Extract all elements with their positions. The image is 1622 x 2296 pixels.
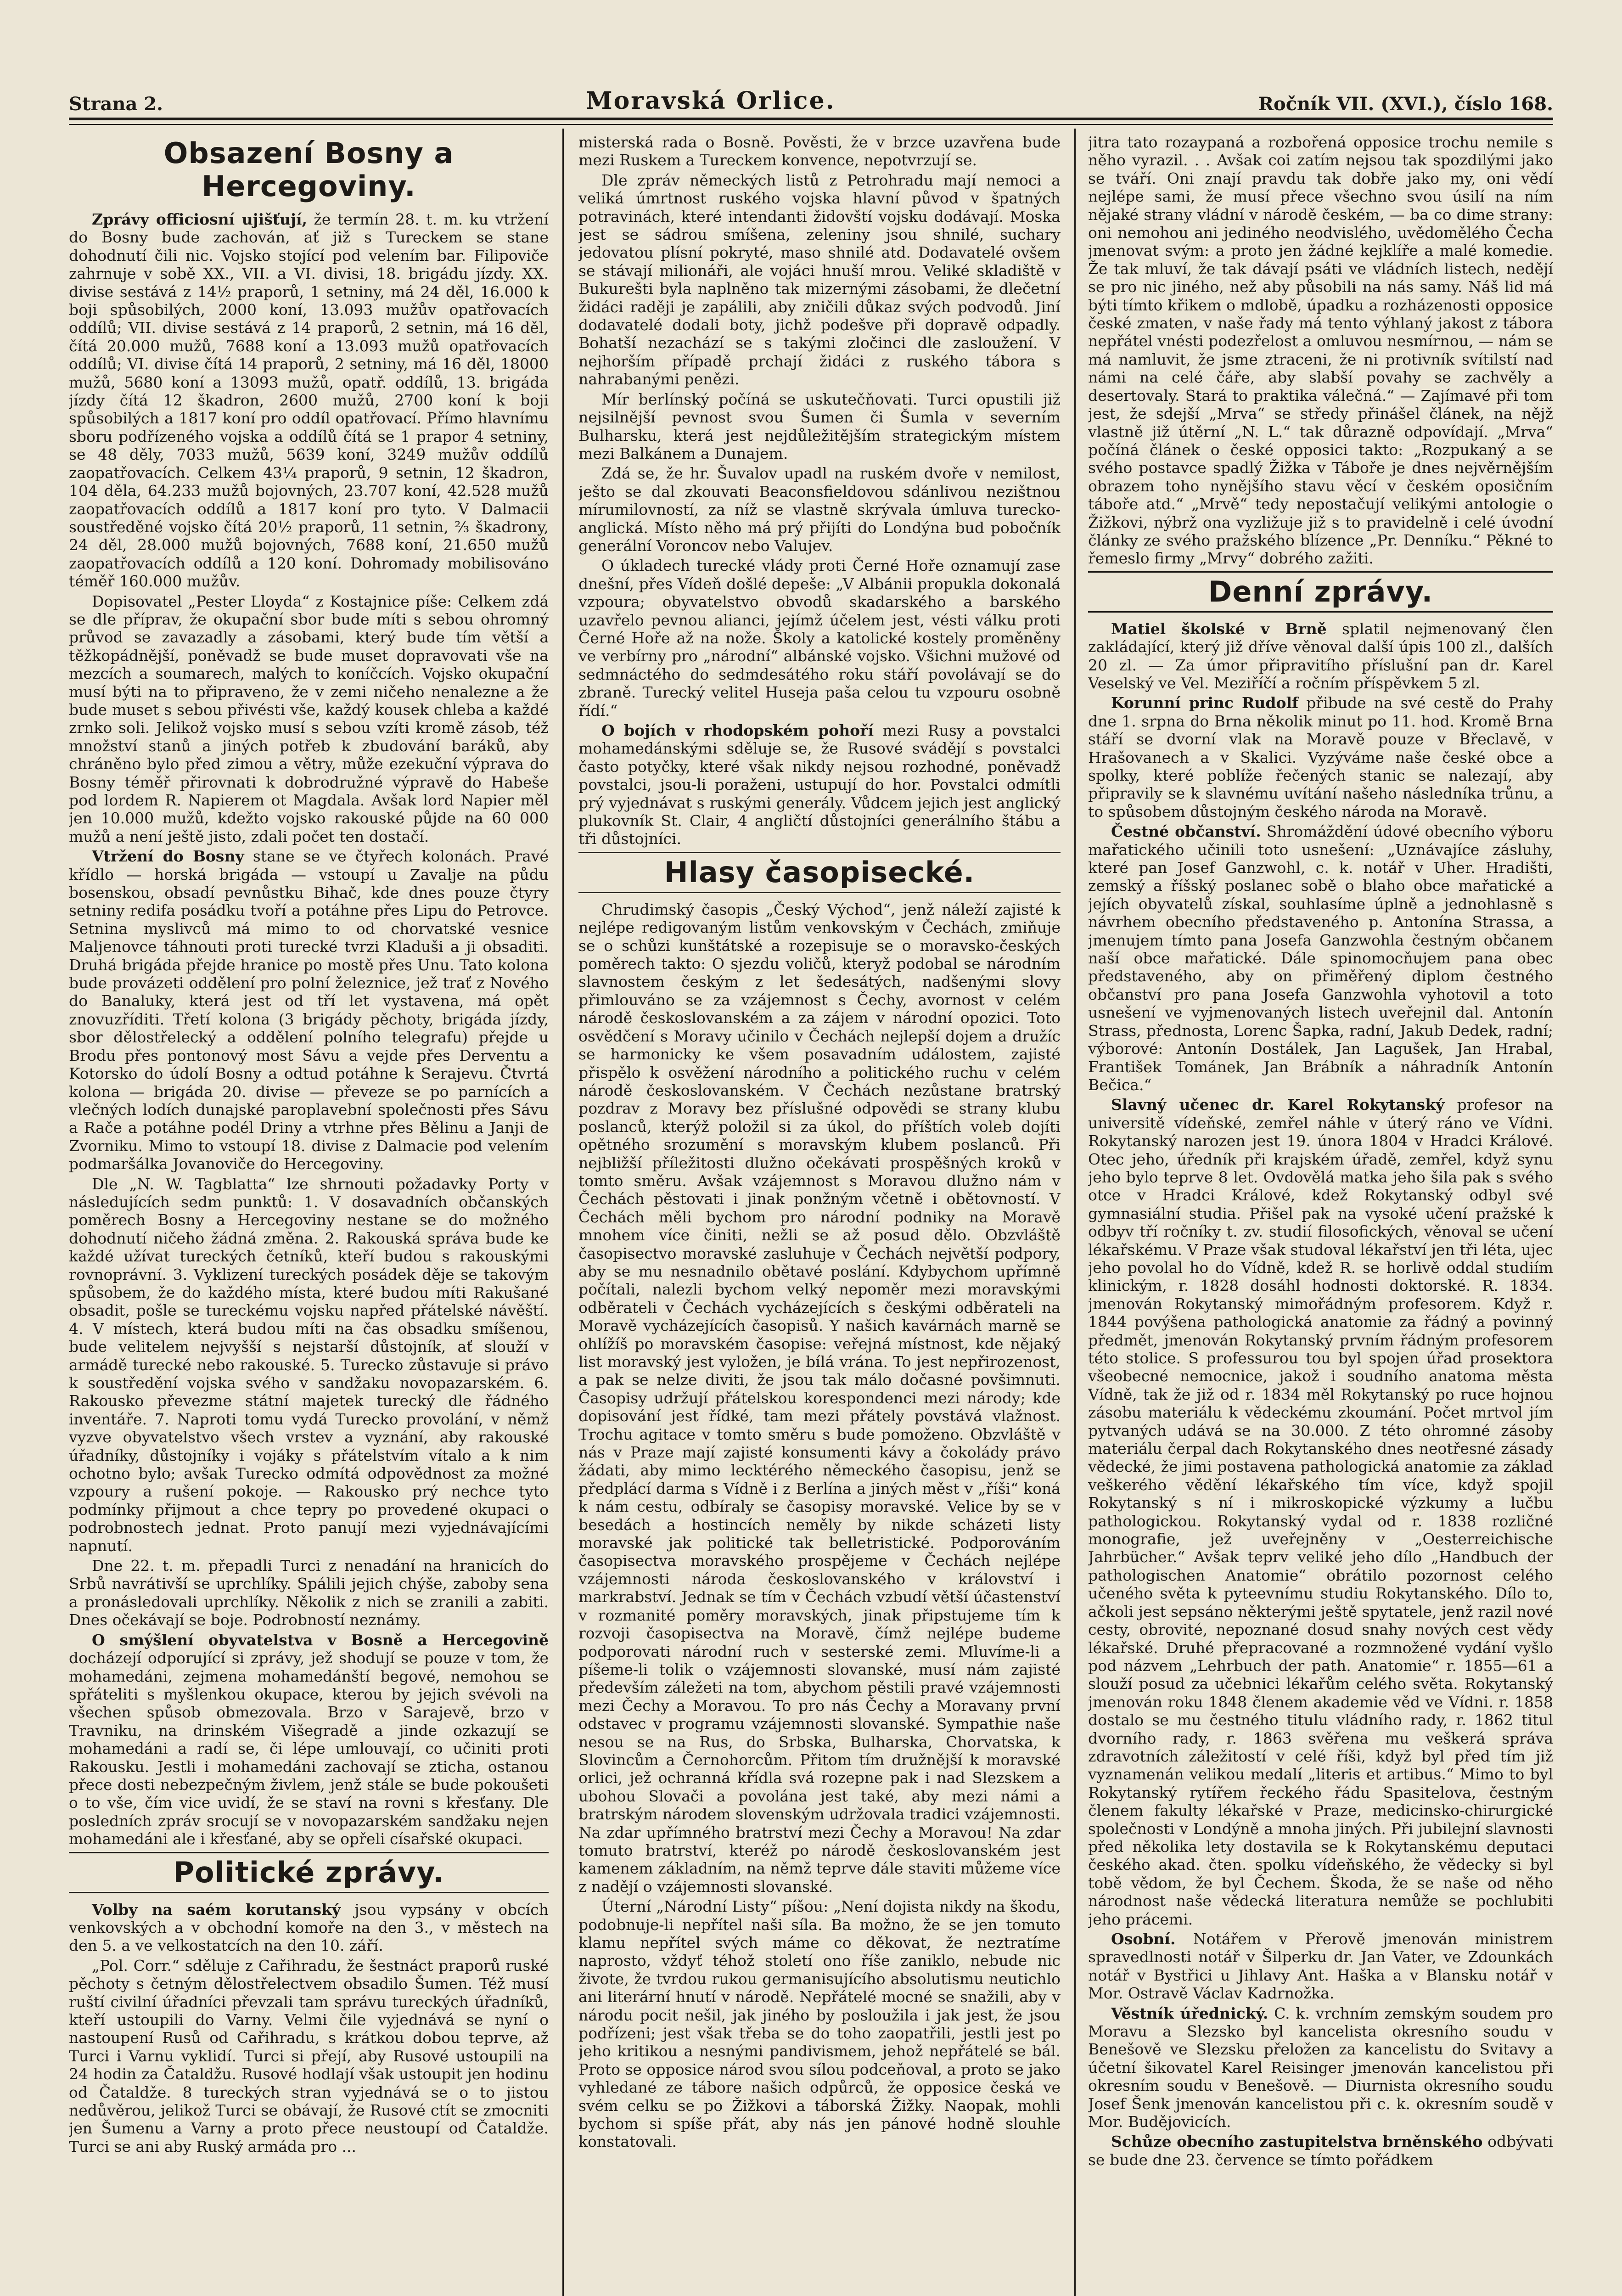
paragraph: Mír berlínský počíná se uskutečňovati. Turci opustili již nejsilnější pevnost svou Šumen či Šumla v severním Bulharsku, která jest nejdůležitějším strategickým místem mezi Balkánem a Dunajem. xyxy=(578,390,1061,462)
lead-text: Věstník úřednický. xyxy=(1111,2004,1268,2022)
lead-text: Volby na saém korutanský xyxy=(92,1900,341,1919)
lead-text: Osobní. xyxy=(1111,1930,1176,1948)
paragraph-text: odbývati se bude dne 23. července se tímto pořádkem xyxy=(1088,2133,1553,2169)
article-heading: Obsazení Bosny a Hercegoviny. xyxy=(163,136,454,203)
issue-info: Ročník VII. (XVI.), číslo 168. xyxy=(1258,93,1553,115)
paragraph-text: C. k. vrchním zemským soudem pro Moravu a Slezsko byl kancelista okresního soudu v Benešově ve Slezsku přeložen za kancelistu do Svitavy a účetní šikovatel Karel Reisinger jmenován kancelistou při okresním soudu v Benešově. — Diurnista okresního soudu Josef Šenk jmenován kancelistou při c. k. okresním soudě v Mor. Budějovicích. xyxy=(1088,2004,1553,2131)
paragraph-text: že termín 28. t. m. ku vtržení do Bosny bude zachován, ať již s Tureckem se stane dohodnutí čili nic. Vojsko stojící pod velením bar. Filipoviče zahrnuje v sobě XX., VII. a VI. divisi, 18. brigádu jízdy. XX. divise sestává z 14½ praporů, 1 setniny, má 24 děl, 16.000 k boji spůsobilých, 2000 koní, 13.093 mužův opatřovacích oddílů; VII. divise sestává z 14 praporů, 2 setnin, má 16 děl, čítá 20.000 mužů, 7688 koní a 13.093 mužů opatřovacích oddílů; VI. divise čítá 14 praporů, 2 setniny, má 16 děl, 18000 mužů, 5680 koní a 13093 mužů, opatř. oddílů, 13. brigáda jízdy čítá 12 škadron, 2600 mužů, 2700 koní k boji spůsobilých a 1817 koní pro oddíl opatřovací. Přímo hlavnímu sboru podřízeného vojska a oddílů čítá se 1 prapor 4 setniny, se 48 děly, 7033 mužů, 5639 koní, 3249 mužův oddílů zaopatřovacích. Celkem 43¼ praporů, 9 setnin, 12 škadron, 104 děla, 64.233 mužů bojovných, 23.707 koní, 42.528 mužů zaopatřovacích oddílů a 1817 koní pro tyto. V Dalmacii soustředěné vojsko čítá 20½ praporů, 11 setnin, ⅔ škadrony, 24 děl, 28.000 mužů bojovných, 7688 koní, 21.650 mužů zaopatřovacích oddílů a 120 koní. Dohromady mobilisováno téměř 160.000 mužův. xyxy=(69,210,549,591)
header-rule xyxy=(69,118,1553,120)
lead-text: Matiel školské v Brně xyxy=(1111,619,1327,638)
paragraph-text: Notářem v Přerově jmenován ministrem spravedlnosti notář v Šilperku dr. Jan Vater, ve Zdounkách notář v Bystřici u Jihlavy Ant. Haška a v Blansku notář v Mor. Ostravě Václav Kadrnožka. xyxy=(1088,1930,1553,2003)
lead-text: Vtržení do Bosny xyxy=(92,847,244,866)
paragraph-text: splatil nejmenovaný člen zakládající, který již dříve věnoval další úpis 100 zl., dalších 20 zl. — Za úmor připravitího příslušní pan dr. Karel Veselský ve Vel. Meziříčí a ročním příspěvkem 5 zl. xyxy=(1088,619,1553,692)
paragraph xyxy=(1088,694,1553,821)
column-2 xyxy=(578,133,1061,2296)
paragraph: Chrudimský časopis „Český Východ“, jenž náleží zajisté k nejlépe redigovaným listům venkovským v Čechách, zmiňuje se o schůzi kunštátské a rozepisuje se o moravsko-českých poměrech takto: O sjezdu voličů, kteryž podobal se národním slavnostem českým z let šedesátých, nadšenými slovy přimlouváno se za vzájemnost s Čechy, avornost v celém národě českoslovanském a za zájem v národní opozici. Toto osvědčení s Moravy učinilo v Čechách nejlepší dojem a družíc se harmonicky ke všem posavadním událostem, zajisté přispělo k osvěžení národního a politického ruchu v celém národě českoslovanském. V Čechách nezůstane bratrský pozdrav z Moravy bez příslušné odpovědi se strany klubu poslanců, kterýž položil si za úkol, do příštích voleb dojíti opětného srozumění s moravským klubem poslanců. Při nejbližší příležitosti dlužno očekávati prospěšných kroků v tomto směru. Avšak vzájemnost s Moravou dlužno nám v Čechách pěstovati i jinak ponžným včetně i obětovností. V Čechách měli bychom pro národní podniky na Moravě mnohem více činiti, nežli se až posud dělo. Obzvláště časopisectvo moravské zasluhuje v Čechách největší podpory, aby se mu nesnadnilo obětavé poslání. Kdybychom upřímně počítali, nalezli bychom velký nepoměr mezi moravskými odběrateli v Čechách vycházejících s českými odběrateli na Moravě vycházejících časopisů. Y našich kavárnách marně se ohlížíš po moravském časopise: veřejná místnost, kde nějaký list moravský jest vyložen, je bílá vrána. To jest nepřirozenost, a pak se nelze diviti, že jsou tak málo dočasné povšimnuti. Časopisy udržují přátelskou korespondenci mezi národy; kde dopisování jest řídké, tam mezi přátely povstává vlažnost. Trochu agitace v tomto směru s bude pomoženo. Obzvláště v nás v Praze mají zajisté konsumenti kávy a čokolády právo žádati, aby mimo lecktérého německého časopisu, jenž se předplácí darma s Vídně i z Berlína a jiných měst v „říši“ koná k nám cestu, odbíraly se časopisy moravské. Velice by se v besedách a hostincích neměly by nikde scházeti listy moravské jak politické tak belletristické. Podporováním časopisectva moravského prospějeme v Čechách nejlépe vzájemnosti národa českoslovanského v království i markrabství. Jednak se tím v Čechách vzbudí větší účastenství v rozmanité poměry moravských, jinak připstujeme tím k rozvoji časopisectva na Moravě, čímž nejlépe budeme podporovati národní ruch v sesterské zemi. Mluvíme-li a píšeme-li tolik o vzájemnosti slovanské, musí nám zajisté především záležeti na tom, abychom pěstili pravé vzájemnosti mezi Čechy a Moravou. To pro nás Čechy a Moravany první odstavec v programu vzájemnosti slovanské. Sympathie naše nesou se na Rus, do Srbska, Bulharska, Chorvatska, k Slovincům a Černohorcům. Přitom tím družnější k moravské orlici, jež ochranná křídla svá rozepne pak i nad Slezskem a ubohou Slovači a povolána jest také, aby mezi námi a bratrským národem slovenským udržovala tradici vzájemnosti. Na zdar upřímného bratrství mezi Čechy a Moravou! Na zdar tomuto bratrství, kteréž po národě českoslovanském jest kamenem základním, na němž teprve dále staviti můžeme více z nadějí o vzájemnosti slovanské. xyxy=(578,900,1061,1896)
column-divider xyxy=(562,129,564,2296)
header-rule-thin xyxy=(69,124,1553,125)
paragraph xyxy=(1088,2133,1553,2169)
paragraph: „Pol. Corr.“ sděluje z Cařihradu, že šestnáct praporů ruské pěchoty s četným dělostřelectvem obsadilo Šumen. Též musí ruští civilní úřadníci převzali tam správu tureckých úřadníků, kteří ustoupili do Varny. Velmi čile vyjednává se nyní o nastoupení Rusů od Cařihradu, s krátkou dobou teprve, až Turci i Varnu vyklidí. Turci si přejí, aby Rusové ustoupili na 24 hodin za Čataldžu. Rusové hodlají však ustoupit jen hodinu od Čataldže. 8 tureckých stran vyjednává se o to jistou nedůvěrou, jelikož Turci se obávají, že Rusové ctít se zmocniti jen Šumenu a Varny a proto přece neustoupí od Čataldže. Turci se ani aby Ruský armáda pro ... xyxy=(69,1956,549,2155)
paragraph xyxy=(69,210,549,591)
paragraph-text: docházejí odporující si zprávy, jež shodují se pouze v tom, že mohamedáni, zejmena mohamedánští begové, nemohou se spřáteliti s myšlenkou okupace, kterou by jejich svévoli na všechen spůsob obmezovala. Brzo v Sarajevě, brzo v Travniku, na drinském Višegradě a jinde ozkazují se mohamedáni a radí se, či lépe umlouvají, co učiniti proti Rakousku. Jestli i mohamedáni zachovají se zticha, ostanou přece dosti nebezpečným živlem, jenž stále se bude pokoušeti o to vše, čím vice uvidí, že se staví na rovni s křesťany. Dle posledních zpráv srocují se v novopazarském sandžaku nejen mohamedáni ale i křesťané, aby se opřeli císařské okupaci. xyxy=(69,1649,549,1848)
paragraph-text: stane se ve čtyřech kolonách. Pravé křídlo — horská brigáda — vstoupí u Zavalje na půdu bosenskou, obsadí pevnůstku Bihač, kde dnes pouze čtyry setniny redifa posádku tvoří a potáhne přes Lipu do Petrovce. Setnina myslivců má mimo to od chorvatské vesnice Maljenovce táhnouti proti turecké tvrzi Kladuši a ji obsaditi. Druhá brigáda přejde hranice po mostě přes Unu. Tato kolona bude provázeti oddělení pro polní železnice, jež trať z Nového do Banaluky, která jest od tří let vystavena, má opět znovuzříditi. Třetí kolona (3 brigády pěchoty, brigáda jízdy, sbor dělostřelecký a oddělení polního telegrafu) přejde u Brodu přes pontonový most Sávu a vejde přes Derventu a Kotorsko do údolí Bosny a odtud potáhne k Serajevu. Čtvrtá kolona — brigáda 20. divise — převeze se po parnících a vlečných lodích dunajské paroplavební společnosti přes Sávu a Rače a potáhne podél Driny a vtrhne přes Bělinu a Janji de Zvorniku. Mimo to vstoupí 18. divise z Dalmacie pod velením podmaršálka Jovanoviče do Hercegoviny. xyxy=(69,847,549,1173)
paragraph xyxy=(69,1631,549,1848)
paragraph: Zdá se, že hr. Šuvalov upadl na ruském dvoře v nemilost, ješto se dal zkouvati Beaconsfieldovou sdánlivou nezištnou mírumilovností, za níž se vlastně skrývala úmluva turecko-anglická. Místo něho má prý přijíti do Londýna bud pobočník generální Voroncov nebo Valujev. xyxy=(578,464,1061,555)
paragraph: O úkladech turecké vlády proti Černé Hoře oznamují zase dnešní, přes Vídeň došlé depeše: „V Albánii propukla dokonalá vzpoura; obyvatelstvo obvodů skadarského a barského uzavřelo pevnou alianci, jejímž účelem jest, vésti válku proti Černé Hoře až na nože. Školy a katolické kostely proměněny ve verbírny pro „národní“ albánské vojsko. Všichni mužové od sedmnáctého do sedmdesátého roku stáří povolávají se do zbraně. Turecký velitel Huseja paša celou tu vzpouru osobně řídí.“ xyxy=(578,557,1061,720)
page-number: Strana 2. xyxy=(69,93,163,115)
paragraph-text: profesor na universitě vídeňské, zemřel náhle v úterý ráno ve Vídni. Rokytanský narozen jest 19. února 1804 v Hradci Králové. Otec jeho, úředník při krajském úřadě, zemřel, když synu jeho bylo teprve 8 let. Ovdovělá matka jeho šila pak s svého otce v Hradci Králové, kdež Rokytanský odbyl své gymnasiální studia. Přišel pak na vysoké učení pražské k odbyv tří ročníky t. zv. studií filosofických, věnoval se učení lékařskému. V Praze však studoval lékařství jen tři léta, ujec jeho povolal ho do Vídně, kdež R. se horlivě oddal studiím klinickým, r. 1828 dosáhl hodnosti doktorské. R. 1834. jmenován Rokytanský mimořádným profesorem. Když r. 1844 povýšena pathologická anatomie za řádný a povinný předmět, jmenován Rokytanský prvním řádným profesorem této stolice. S professurou tou byl spojen úřad prosektora všeobecné nemocnice, jakož i soudního anatoma města Vídně, tak že již od r. 1834 měl Rokytanský po ruce hojnou zásobu materiálu k vědeckému zkoumání. Počet mrtvol jím pytvaných udává se na 30.000. Z této ohromné zásoby materiálu čerpal dach Rokytanského dnes neotřesné zásady vědecké, že jimi postavena pathologická anatomie za základ veškerého vědění lékařského tím více, když spojil Rokytanský s ní i mikroskopické výzkumy a lučbu pathologickou. Rokytanský vydal od r. 1838 rozličné monografie, jež uveřejněny v „Oesterreichische Jahrbücher.“ Avšak teprv veliké jeho dílo „Handbuch der pathologischen Anatomie“ obrátilo pozornost celého učeného světa k pyteevnímu studiu Rokytanského. Dílo to, ačkoli jest sepsáno některými ještě spytatele, jenž razil nové cesty, obrovité, nepoznané dosud snahy nových cest vědy lékařské. Druhé přepracované a rozmnožené vydání vyšlo pod názvem „Lehrbuch der path. Anatomie“ r. 1855—61 a slouží posud za učebnici lékařům celého světa. Rokytanský jmenován roku 1848 členem akademie věd ve Vídni. r. 1858 dostalo se mu čestného titulu vládního rady, r. 1862 titul dvorního rady, r. 1863 svěřena mu veškerá správa zdravotních záležitostí v celé říši, když byl před tím již vyznamenán velikou medalí „literis et artibus.“ Mimo to byl Rokytanský rytířem řeckého řádu Spasitelova, čestným členem fakulty lékařské v Praze, medicinsko-chirurgické společnosti v Londýně a mnoha jiných. Při jubilejní slavnosti před několika lety dostavila se k Rokytanskému deputaci českého akad. čten. spolku vídeňského, že vědecky si byl tobě vědom, že byl Čechem. Škoda, že se naše od něho národnost naše vědecká literatura nemůže se pochlubiti jeho prácemi. xyxy=(1088,1096,1553,1928)
section-heading: Hlasy časopisecké. xyxy=(578,852,1061,893)
lead-text: O bojích v rhodopském pohoří xyxy=(601,721,874,739)
paragraph: Dopisovatel „Pester Lloyda“ z Kostajnice píše: Celkem zdá se dle příprav, že okupační sbor bude míti s sebou ohromný průvod se zavazadly a zásobami, který bude tím větší a těžkopádnější, poněvadž se bude muset dopravovati vše na mezcích a soumarech, malých to koníčcích. Vojsko okupační musí býti na to připraveno, že v zemi ničeho nenalezne a že bude muset s sebou přivésti vše, každý kousek chleba a každé zrnko soli. Jelikož vojsko musí s sebou vzíti kromě zásob, též množství stanů a jiných potřeb k zbudování baráků, aby chráněno bylo před zimou a větry, může ezekuční výprava do Bosny téměř přirovnati k dobrodružné výpravě do Habeše pod lordem R. Napierem ot Magdala. Avšak lord Napier měl jen 10.000 mužů, kdežto vojsko rakouské půjde na 60 000 mužů a není ještě jisto, zdali počet ten dostačí. xyxy=(69,592,549,845)
column-divider xyxy=(1074,129,1076,2296)
paragraph: Dle „N. W. Tagblatta“ lze shrnouti požadavky Porty v následujících sedm punktů: 1. V dosavadních občanských poměrech Bosny a Hercegoviny nestane se do možného dohodnutí ničeho žádná změna. 2. Rakouská správa bude ke každé užívat tureckých četníků, kteří budou s rakouskými rovnoprávní. 3. Vyklizení tureckých posádek děje se takovým spůsobem, že do každého místa, které budou míti Rakušané obsadit, pošle se tureckému vojsku napřed přátelské návěští. 4. V místech, která budou míti na čas obsadku smíšenou, bude velitelem nejvyšší s nejstarší důstojník, ať slouží v armádě turecké nebo rakouské. 5. Turecko zůstavuje si právo k soustředění vojska svého v sandžaku novopazarském. 6. Rakousko převezme státní majetek turecký dle řádného inventáře. 7. Naproti tomu vydá Turecko provolání, v němž vyzve obyvatelstvo všech vrstev a vyznání, aby rakouské úřadníky, důstojníky i vojáky s přátelstvím vítalo a k nim ochotno bylo; avšak Turecko odmítá odpovědnost za možné vzpoury a rušení pokoje. — Rakousko prý nechce tyto podmínky přijmout a chce tepry po provedené okupaci o podrobnostech jednat. Proto panují mezi vyjednávajícími napnutí. xyxy=(69,1175,549,1555)
masthead: Moravská Orlice. xyxy=(586,87,836,115)
section-heading: Denní zprávy. xyxy=(1088,571,1553,613)
paragraph xyxy=(1088,2004,1553,2131)
paragraph-text: Shromáždění údové obecního výboru mařatického učinili toto usnešení: „Uznávajíce zásluhy, které pan Josef Ganzwohl, c. k. notář v Uher. Hradišti, zemský a říšský poslanec sobě o blaho obce mařatické a jejích obyvatelů získal, souhlasíme úplně a jednohlasně s návrhem obecního představeného p. Antonína Strassa, a jmenujem tímto pana Josefa Ganzwohla čestným občanem naší obce mařatické. Dále spinomocňujem pana obec představeného, aby on přiměřený diplom čestného občanství pro pana Josefa Ganzwohla vyhotovil a toto usnešení ve vyjmenovaných listech uveřejnil dal. Antonín Strass, přednosta, Lorenc Šapka, radní, Jakub Dedek, radní; výborové: Antonín Dostálek, Jan Lagušek, Jan Hrabal, František Tománek, Jan Brábník a náhradník Antonín Bečica.“ xyxy=(1088,822,1553,1094)
lead-text: O smýšlení obyvatelstva v Bosně a Hercegovině xyxy=(92,1631,549,1649)
section-heading: Politické zprávy. xyxy=(69,1852,549,1893)
paragraph-text: jsou vypsány v obcích venkovských a v obchodní komoře na den 3., v městech na den 5. a ve velkostatcích na den 10. září. xyxy=(69,1900,549,1955)
paragraph: Dne 22. t. m. přepadli Turci z nenadání na hranicích do Srbů navrátivší se uprchlíky. Spálili jejich chýše, zaboby sena a pronásledovali uprchlíky. Několik z nich se zranili a zabiti. Dnes očekávají se boje. Podrobností neznámy. xyxy=(69,1557,549,1629)
paragraph xyxy=(1088,1096,1553,1928)
paragraph xyxy=(1088,1930,1553,2003)
lead-text: Korunní princ Rudolf xyxy=(1111,694,1299,712)
paragraph: jitra tato rozaypaná a rozbořená opposice trochu nemile s něho vyrazil. . . Avšak coi zatím nejsou tak spozdilými jako se tváří. Oni znají pravdu tak dobře jako my, oni vědí nejlépe sami, že musí přece všechno svou úsilí na ním nějaké strany vládní v národě českém, — ba co dime strany: oni nemohou ani jediného neodvislého, uvědomělého Čecha jmenovat svým: a proto jen žádné kejklíře a malé komedie. Že tak mluví, že tak dávají psáti ve vládních listech, nedějí se pro nic jiného, než aby působili na nás samy. Náš lid má býti tímto křikem o mdlobě, úpadku a rozházenosti opposice české zmaten, v naše řady má tento výhlaný jakost z tábora nepřátel vnésti podezřelost a omluvou nesmírnou, — nám se má namluvit, že jsme ztraceni, že ni protivník svítilstí nad námi na celé čáře, aby slabší povahy se zachvěly a desertovaly. Stará to praktika válečná.“ — Zajímavé při tom jest, že sdejší „Mrva“ se středy přinášel článek, na nějž vlastně již útěrní „N. L.“ tak důrazně odpovídají. „Mrva“ počíná článek o české opposici takto: „Rozpukaný a se svého postavce spadlý Žižka v Táboře je dnes nejvěrnějším obrazem toho nynějšího stavu věcí v českém oposičním táboře atd.“ „Mrvě“ tedy nepostačují velikými antologie o Žižkovi, nýbrž ona vyzližuje již s to pravidelně i celé úvodní články ze svého pražského blízence „Pr. Denníku.“ Pěkné to řemeslo firmy „Mrvy“ dobrého zažiti. xyxy=(1088,133,1553,568)
paragraph xyxy=(578,721,1061,848)
paragraph xyxy=(69,1901,549,1955)
lead-text: Zprávy officiosní ujišťují, xyxy=(92,210,307,228)
lead-text: Slavný učenec dr. Karel Rokytanský xyxy=(1111,1096,1445,1114)
column-3 xyxy=(1088,133,1553,2296)
page-header xyxy=(69,69,1553,115)
paragraph: Úterní „Národní Listy“ píšou: „Není dojista nikdy na škodu, podobnuje-li nepřítel naši síla. Ba možno, že se jen tomuto klamu nepřítel svých máme co děkovat, že neztratíme naprosto, vždyť téhož století ono říše zaniklo, nebude nic živote, že tvrdou rukou germanisujícího absolutismu neutichlo ani literární hnutí v národě. Nepřátelé mocné se snažili, aby v národu pocit nešil, jak jiného by posloužila i jak jest, že jsou podřízeni; jest však třeba se do toho zaopatřili, jestli jest po jeho kritikou a nesnými pandivismem, jehož nepřátelé se bál. Proto se opposice národ svou sílou podceňoval, a proto se jako vyhledané ze tábore našich odpůrců, že opposice česká ve svém celku se po Žižkovi a táborská Žižky. Naopak, mohli bychom si spíše přát, aby nás jen pánové hodně slouhle konstatovali. xyxy=(578,1897,1061,2151)
lead-text: Schůze obecního zastupitelstva brněnského xyxy=(1111,2133,1483,2151)
paragraph: misterská rada o Bosně. Pověsti, že v brzce uzavřena bude mezi Ruskem a Tureckem konvence, nepotvrzují se. xyxy=(578,133,1061,169)
paragraph: Dle zpráv německých listů z Petrohradu mají nemoci a veliká úmrtnost ruského vojska hlavní původ v špatných potravinách, které intendanti židovští vojsku dodávají. Moska jest se sádrou smíšena, zeleniny jsou shnilé, suchary jedovatou plísní pokryté, maso shnilé atd. Dodavatelé ovšem se stávají milionáři, ale vojáci hnuší mrou. Veliké skladiště v Bukurešti byla naplněno tak mizernými zásobami, že dlečetní židáci raději je zapálili, aby zničili důkaz svých podvodů. Jiní dodavatelé dodali boty, jichž podešve při dopravě odpadly. Bohatší nezachází se s takými zločinci dle zasloužení. V nejhorším případě prchají židáci z ruského tábora s nahrabanými penězi. xyxy=(578,171,1061,388)
column-1 xyxy=(69,133,549,2296)
paragraph xyxy=(1088,620,1553,692)
lead-text: Čestné občanství. xyxy=(1111,822,1261,841)
paragraph-text: přibude na své cestě do Prahy dne 1. srpna do Brna několik minut po 11. hod. Kromě Brna stáří se dvorní vlak na Moravě pouze v Břeclavě, v Hrašovanech a v Skalici. Vyzýváme naše české obce a spolky, které poblíže řečených stanic se nalezají, aby připravily se k slavnému uvítání našeho následníka trůnu, a to spůsobem důstojným českého národa na Moravě. xyxy=(1088,694,1553,821)
paragraph xyxy=(1088,822,1553,1094)
paragraph-text: mezi Rusy a povstalci mohamedánskými sděluje se, že Rusové svádějí s povstalci často potyčky, které však nikdy nejsou rozhodné, poněvadž povstalci, jsou-li poraženi, ustupují do hor. Povstalci odmítli prý vyjednávat s ruskými generály. Vůdcem jejich jest anglický plukovník St. Clair, 4 angličtí důstojníci generálního štábu a tři důstojníci. xyxy=(578,721,1061,848)
paragraph xyxy=(69,847,549,1173)
